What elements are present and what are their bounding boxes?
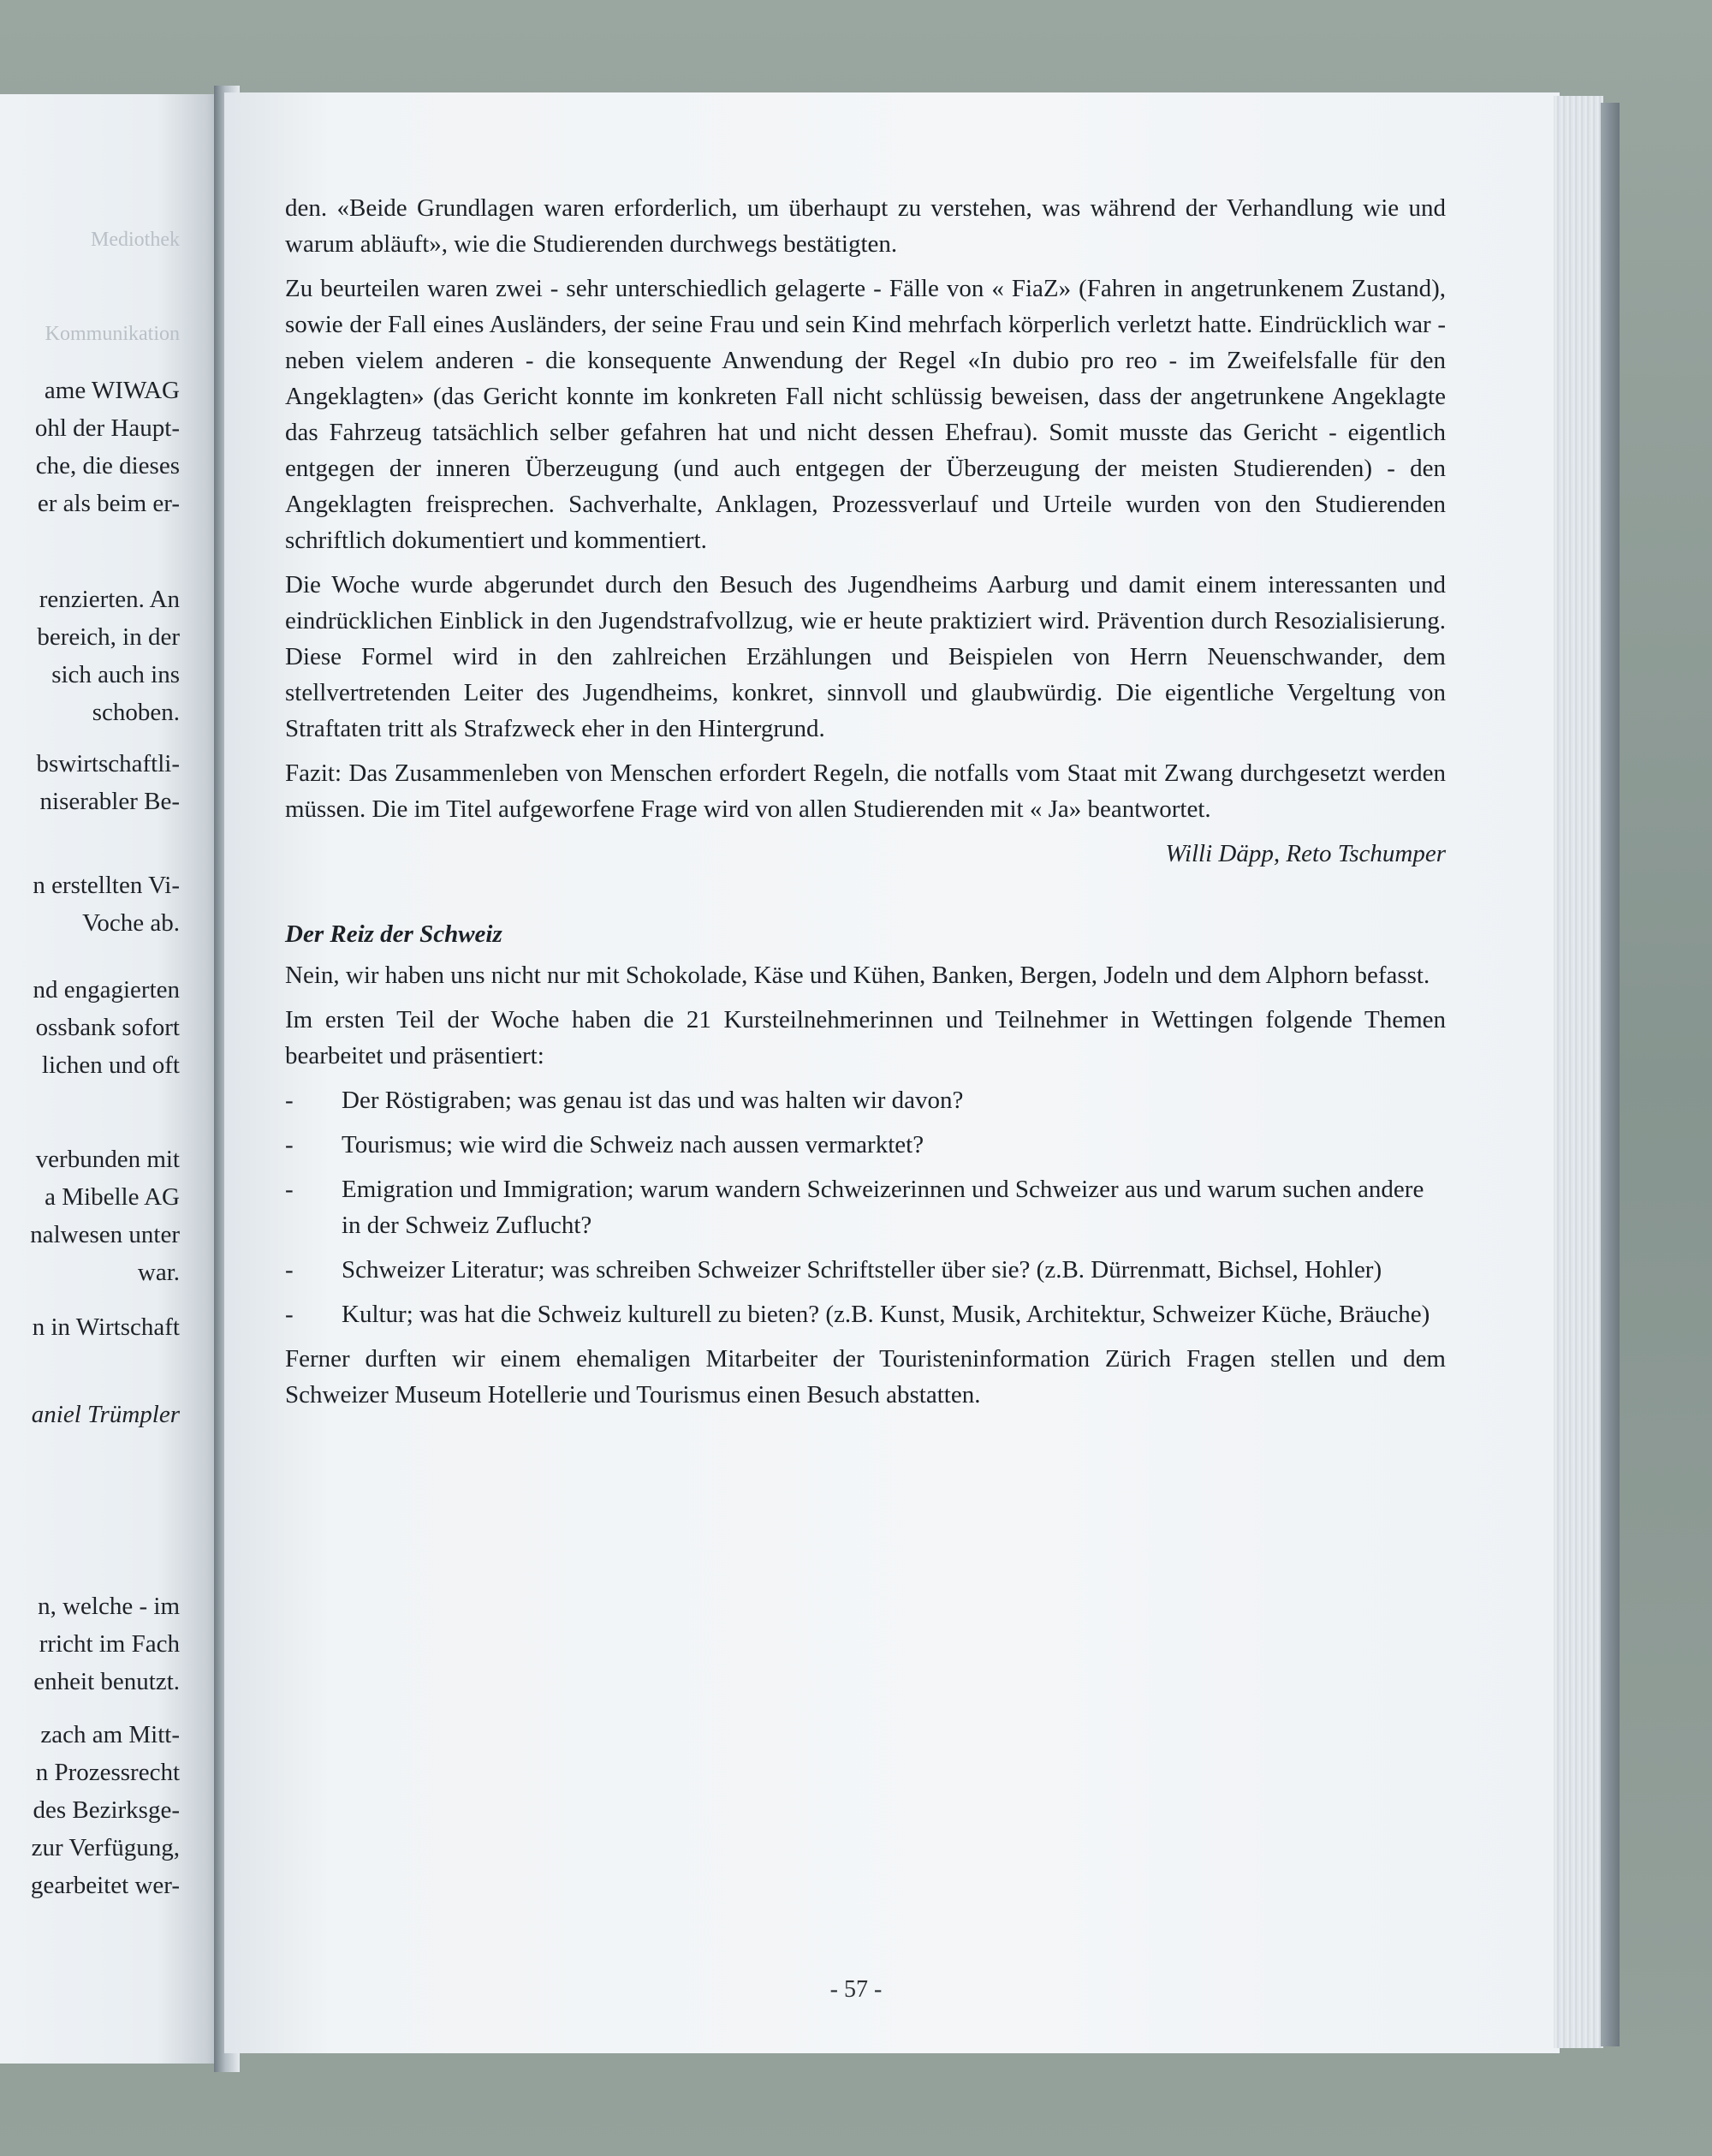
article-body	[285, 190, 1446, 1421]
left-page-fragment: zach am Mitt-	[40, 1721, 180, 1748]
left-facing-page	[0, 94, 224, 2064]
left-page-fragment: des Bezirksge-	[33, 1796, 180, 1824]
left-page-fragment: n erstellten Vi-	[33, 872, 180, 899]
paragraph: Zu beurteilen waren zwei - sehr unterschiedlich gelagerte - Fälle von « FiaZ» (Fahren in angetrunkenem Zustand), sowie der Fall eines Ausländers, der seine Frau und sein Kind mehrfach körperlich verletzt hatte. Eindrücklich war - neben vielem anderen - die konsequente Anwendung der Regel «In dubio pro reo - im Zweifelsfalle für den Angeklagten» (das Gericht konnte im konkreten Fall nicht schlüssig beweisen, dass der angetrunkene Angeklagte das Fahrzeug tatsächlich selber gefahren hat und nicht dessen Ehefrau). Somit musste das Gericht - eigentlich entgegen der inneren Überzeugung (und auch entgegen der Überzeugung der meisten Studierenden) - den Angeklagten freisprechen. Sachverhalte, Anklagen, Prozessverlauf und Urteile wurden von den Studierenden schriftlich dokumentiert und kommentiert.	[285, 275, 1446, 554]
left-page-fragment: che, die dieses	[35, 452, 180, 479]
left-page-fragment: Kommunikation	[45, 323, 180, 345]
page-number: - 57 -	[829, 1976, 883, 2003]
left-page-fragment: niserabler Be-	[39, 788, 180, 815]
left-page-fragment: nalwesen unter	[30, 1221, 180, 1248]
list-item	[285, 1171, 1446, 1243]
left-page-fragment: lichen und oft	[41, 1051, 180, 1079]
topic-list	[285, 1082, 1446, 1332]
list-item-text: Der Röstigraben; was genau ist das und was halten wir davon?	[342, 1087, 964, 1114]
left-page-fragment: sich auch ins	[51, 661, 180, 688]
left-page-fragment: gearbeitet wer-	[30, 1872, 180, 1899]
left-page-fragment: Mediothek	[91, 229, 180, 251]
left-page-fragment: ame WIWAG	[44, 377, 180, 404]
left-page-fragment: aniel Trümpler	[31, 1401, 180, 1428]
left-page-fragment: bswirtschaftli-	[36, 750, 180, 777]
left-page-fragment: verbunden mit	[35, 1146, 180, 1173]
list-item-text: Kultur; was hat die Schweiz kulturell zu bieten? (z.B. Kunst, Musik, Architektur, Schweizer Küche, Bräuche)	[342, 1301, 1430, 1328]
left-page-fragment: nd engagierten	[33, 976, 180, 1004]
left-page-fragment: enheit benutzt.	[33, 1668, 180, 1695]
list-item	[285, 1296, 1446, 1332]
left-page-fragment: n in Wirtschaft	[32, 1313, 180, 1341]
list-item-text: Emigration und Immigration; warum wandern Schweizerinnen und Schweizer aus und warum suchen andere in der Schweiz Zuflucht?	[342, 1176, 1424, 1239]
left-page-fragment: rricht im Fach	[39, 1630, 180, 1658]
list-item-text: Schweizer Literatur; was schreiben Schweizer Schriftsteller über sie? (z.B. Dürrenmatt, Bichsel, Hohler)	[342, 1256, 1382, 1283]
paragraph: Ferner durften wir einem ehemaligen Mitarbeiter der Touristeninformation Zürich Fragen stellen und dem Schweizer Museum Hotellerie und Tourismus einen Besuch abstatten.	[285, 1345, 1446, 1409]
paragraph: Die Woche wurde abgerundet durch den Besuch des Jugendheims Aarburg und damit einem interessanten und eindrücklichen Einblick in den Jugendstrafvollzug, wie er heute praktiziert wird. Prävention durch Resozialisierung. Diese Formel wird in den zahlreichen Erzählungen und Beispielen von Herrn Neuenschwander, dem stellvertretenden Leiter des Jugendheims, konkret, sinnvoll und glaubwürdig. Die eigentliche Vergeltung von Straftaten tritt als Strafzweck eher in den Hintergrund.	[285, 571, 1446, 742]
left-page-fragment: bereich, in der	[37, 623, 180, 651]
left-page-fragment: Voche ab.	[82, 909, 180, 937]
left-page-fragment: renzierten. An	[39, 586, 180, 613]
paragraph: den. «Beide Grundlagen waren erforderlich, um überhaupt zu verstehen, was während der Verhandlung wie und warum abläuft», wie die Studierenden durchwegs bestätigten.	[285, 194, 1446, 258]
left-page-fragment: a Mibelle AG	[45, 1183, 180, 1211]
cover-edge	[1601, 103, 1620, 2046]
left-page-fragment: ohl der Haupt-	[34, 414, 180, 442]
author-signature: Willi Däpp, Reto Tschumper	[1165, 840, 1446, 867]
bullet-dash: -	[285, 1087, 294, 1114]
bullet-dash: -	[285, 1301, 294, 1328]
left-page-fragment: n, welche - im	[38, 1593, 180, 1620]
paragraph: Fazit: Das Zusammenleben von Menschen erfordert Regeln, die notfalls vom Staat mit Zwang durchgesetzt werden müssen. Die im Titel aufgeworfene Frage wird von allen Studierenden mit « Ja» beantwortet.	[285, 759, 1446, 823]
bullet-dash: -	[285, 1176, 294, 1203]
bullet-dash: -	[285, 1131, 294, 1158]
left-page-fragment: ossbank sofort	[35, 1014, 180, 1041]
paragraph: Im ersten Teil der Woche haben die 21 Kursteilnehmerinnen und Teilnehmer in Wettingen folgende Themen bearbeitet und präsentiert:	[285, 1006, 1446, 1069]
bullet-dash: -	[285, 1256, 294, 1283]
left-page-fragment: er als beim er-	[37, 490, 180, 517]
list-item	[285, 1082, 1446, 1118]
paragraph: Nein, wir haben uns nicht nur mit Schokolade, Käse und Kühen, Banken, Bergen, Jodeln und dem Alphorn befasst.	[285, 962, 1430, 989]
left-page-fragment: n Prozessrecht	[35, 1759, 180, 1786]
section-heading: Der Reiz der Schweiz	[285, 920, 502, 948]
left-page-fragment: schoben.	[92, 699, 180, 726]
page-stack-edge	[1554, 96, 1603, 2048]
left-page-fragment: zur Verfügung,	[31, 1834, 180, 1861]
left-page-fragment: war.	[137, 1259, 180, 1286]
list-item	[285, 1252, 1446, 1288]
list-item	[285, 1127, 1446, 1163]
list-item-text: Tourismus; wie wird die Schweiz nach aussen vermarktet?	[342, 1131, 924, 1158]
